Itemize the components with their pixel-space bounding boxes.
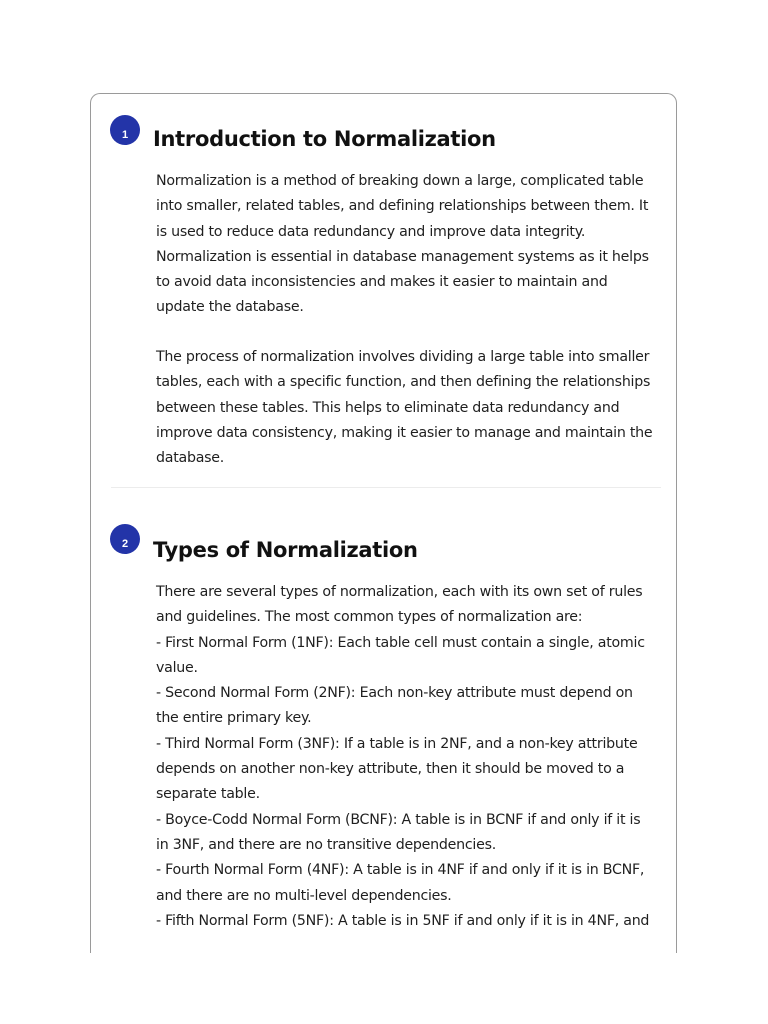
- section-heading: Types of Normalization: [153, 538, 418, 562]
- list-intro: There are several types of normalization, each with its own set of rules and guidelines. The most common types of normalization are:: [156, 584, 643, 626]
- section-paragraph: Normalization is a method of breaking down a large, complicated table into smaller, related tables, and defining relationships between them. It is used to reduce data redundancy and improve data integrity. Normalization is essential in database management systems as it helps to avoid data inconsistencies and makes it easier to maintain and update the database.: [156, 173, 649, 316]
- normal-forms-list: [156, 580, 654, 934]
- list-item: - Fourth Normal Form (4NF): A table is in 4NF if and only if it is in BCNF, and there are no multi-level dependencies.: [156, 862, 645, 904]
- section-heading: Introduction to Normalization: [153, 127, 496, 151]
- section-number-badge: 2: [110, 524, 140, 554]
- list-item: - First Normal Form (1NF): Each table cell must contain a single, atomic value.: [156, 634, 645, 676]
- list-item: - Fifth Normal Form (5NF): A table is in 5NF if and only if it is in 4NF, and: [156, 912, 650, 929]
- list-item: - Boyce-Codd Normal Form (BCNF): A table is in BCNF if and only if it is in 3NF, and there are no transitive dependencies.: [156, 811, 641, 853]
- section-number-badge: 1: [110, 115, 140, 145]
- list-item: - Third Normal Form (3NF): If a table is in 2NF, and a non-key attribute depends on another non-key attribute, then it should be moved to a separate table.: [156, 735, 638, 803]
- document-card: [90, 93, 677, 953]
- section-paragraph: The process of normalization involves dividing a large table into smaller tables, each with a specific function, and then defining the relationships between these tables. This helps to eliminate data redundancy and improve data consistency, making it easier to manage and maintain the database.: [156, 349, 653, 467]
- list-item: - Second Normal Form (2NF): Each non-key attribute must depend on the entire primary key.: [156, 685, 633, 727]
- section-divider: [111, 487, 661, 488]
